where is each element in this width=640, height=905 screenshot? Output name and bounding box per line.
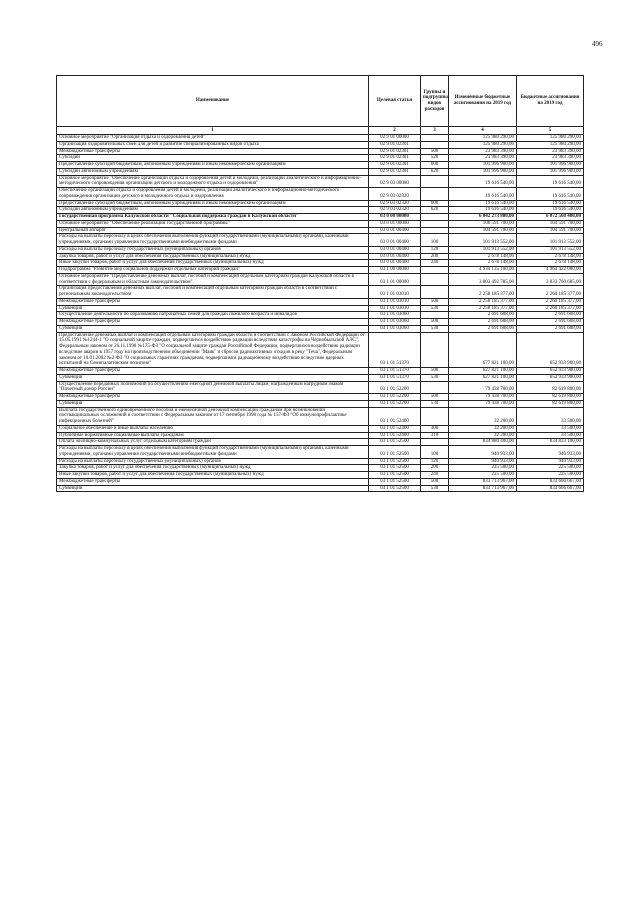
- row-group-cell: [421, 286, 449, 299]
- row-changed-cell: 833 713 967,00: [449, 478, 517, 485]
- row-budget-cell: 19 616 540,00: [517, 175, 584, 188]
- row-changed-cell: 2 691 608,00: [449, 325, 517, 332]
- row-target-cell: 03 1 01 52500: [369, 439, 421, 446]
- table-row: [57, 267, 584, 274]
- table-row: [57, 162, 584, 169]
- row-target-cell: 03 0 01 00400: [369, 234, 421, 247]
- row-name-cell: Центральный аппарат: [57, 227, 369, 234]
- table-row: [57, 319, 584, 326]
- row-budget-cell: 940 933,00: [517, 458, 584, 465]
- row-changed-cell: 125 980 290,00: [449, 141, 517, 148]
- row-changed-cell: 2 258 185 377,00: [449, 305, 517, 312]
- row-budget-cell: 3 833 760 685,00: [517, 273, 584, 286]
- row-name-cell: Субвенции: [57, 400, 369, 407]
- table-row: [57, 220, 584, 227]
- row-target-cell: 02 9 01 02301: [369, 155, 421, 162]
- row-name-cell: Основное мероприятие "Обеспечение организации отдыха и оздоровления детей и молодежи, реализации аналитического и информационно-методического сопровождения организации детского и молодежного отдыха и оздоровления": [57, 175, 369, 188]
- row-budget-cell: 940 933,00: [517, 446, 584, 459]
- row-group-cell: 500: [421, 298, 449, 305]
- row-name-cell: Организация оздоровительных смен для детей и развитие специализированных видов отдыха: [57, 141, 369, 148]
- row-group-cell: 100: [421, 446, 449, 459]
- row-budget-cell: 4 964 422 000,00: [517, 267, 584, 274]
- row-budget-cell: 82 619 800,00: [517, 394, 584, 401]
- row-budget-cell: 101 913 552,00: [517, 234, 584, 247]
- table-body: [57, 127, 584, 492]
- row-target-cell: 03 0 01 00400: [369, 246, 421, 253]
- table-row: [57, 400, 584, 407]
- row-group-cell: 600: [421, 200, 449, 207]
- row-target-cell: 02 9 03 02320: [369, 200, 421, 207]
- row-name-cell: Государственная программа Калужской области "Социальная поддержка граждан в Калужской области": [57, 214, 369, 221]
- row-group-cell: 620: [421, 207, 449, 214]
- row-group-cell: [421, 312, 449, 319]
- row-group-cell: 520: [421, 155, 449, 162]
- row-target-cell: 03 1 01 52200: [369, 394, 421, 401]
- table-row: [57, 175, 584, 188]
- row-group-cell: [421, 227, 449, 234]
- row-changed-cell: 225 500,00: [449, 472, 517, 479]
- table-row: [57, 214, 584, 221]
- table-row: [57, 381, 584, 394]
- row-changed-cell: 6 042 273 800,00: [449, 214, 517, 221]
- row-changed-cell: 101 996 900,00: [449, 162, 517, 169]
- row-group-cell: 530: [421, 325, 449, 332]
- header-name: Наименование: [57, 76, 369, 127]
- row-target-cell: 02 9 01 02301: [369, 168, 421, 175]
- row-target-cell: 03 1 01 51370: [369, 374, 421, 381]
- row-changed-cell: 125 980 290,00: [449, 135, 517, 142]
- row-target-cell: 03 0 01 00400: [369, 260, 421, 267]
- row-budget-cell: 2 260 185 377,00: [517, 305, 584, 312]
- row-name-cell: Подпрограмма "Развитие мер социальной поддержки отдельных категорий граждан": [57, 267, 369, 274]
- row-target-cell: 03 1 01 03060: [369, 325, 421, 332]
- row-target-cell: 03 1 01 52500: [369, 478, 421, 485]
- row-changed-cell: 225 500,00: [449, 465, 517, 472]
- row-budget-cell: 2 260 185 377,00: [517, 286, 584, 299]
- row-budget-cell: 82 619 800,00: [517, 381, 584, 394]
- table-row: [57, 305, 584, 312]
- row-changed-cell: 23 983 390,00: [449, 155, 517, 162]
- row-target-cell: 03 1 01 52500: [369, 446, 421, 459]
- row-name-cell: Обеспечение организации отдыха и оздоровления детей и молодежи, реализации аналитического и информационно-методического сопровождения организации детского и молодежного отдыха и оздоровления: [57, 188, 369, 201]
- row-name-cell: Публичные нормативные социальные выплаты гражданам: [57, 432, 369, 439]
- row-budget-cell: 2 678 148,00: [517, 253, 584, 260]
- row-target-cell: 03 1 01 52400: [369, 432, 421, 439]
- row-changed-cell: 79 438 700,00: [449, 381, 517, 394]
- row-changed-cell: 940 933,00: [449, 446, 517, 459]
- header-budget: Бюджетные ассигнования на 2019 год: [517, 76, 584, 127]
- row-budget-cell: 125 980 290,00: [517, 135, 584, 142]
- row-group-cell: [421, 135, 449, 142]
- row-target-cell: 03 1 00 00000: [369, 267, 421, 274]
- table-row: [57, 253, 584, 260]
- table-row: [57, 478, 584, 485]
- row-name-cell: Социальное обеспечение и иные выплаты населению: [57, 425, 369, 432]
- table-row: [57, 394, 584, 401]
- row-target-cell: 03 1 01 52500: [369, 458, 421, 465]
- row-name-cell: Межбюджетные трансферты: [57, 394, 369, 401]
- row-budget-cell: 2 691 608,00: [517, 325, 584, 332]
- row-group-cell: 530: [421, 485, 449, 492]
- row-name-cell: Субсидии автономным учреждениям: [57, 168, 369, 175]
- row-budget-cell: 33 500,00: [517, 407, 584, 425]
- row-target-cell: 02 9 03 00000: [369, 175, 421, 188]
- row-changed-cell: 834 880 400,00: [449, 439, 517, 446]
- row-target-cell: 03 1 01 52500: [369, 465, 421, 472]
- table-row: [57, 246, 584, 253]
- header-row: [57, 76, 584, 127]
- table-row: [57, 135, 584, 142]
- row-budget-cell: 82 619 800,00: [517, 400, 584, 407]
- row-budget-cell: 101 996 900,00: [517, 162, 584, 169]
- row-budget-cell: 101 913 552,00: [517, 246, 584, 253]
- row-changed-cell: 19 616 540,00: [449, 175, 517, 188]
- table-row: [57, 298, 584, 305]
- row-changed-cell: 940 933,00: [449, 458, 517, 465]
- table-row: [57, 286, 584, 299]
- table-row: [57, 148, 584, 155]
- column-number: 1: [57, 127, 369, 135]
- row-target-cell: 03 1 01 03010: [369, 305, 421, 312]
- row-changed-cell: 106 591 700,00: [449, 220, 517, 227]
- row-name-cell: Иные закупки товаров, работ и услуг для обеспечения государственных (муниципальных) нужд: [57, 260, 369, 267]
- row-target-cell: 03 1 01 51370: [369, 332, 421, 368]
- table-row: [57, 425, 584, 432]
- table-row: [57, 260, 584, 267]
- row-target-cell: 02 9 01 02301: [369, 141, 421, 148]
- row-name-cell: Иные закупки товаров, работ и услуг для обеспечения государственных (муниципальных) нужд: [57, 472, 369, 479]
- row-changed-cell: 101 913 552,00: [449, 246, 517, 253]
- row-target-cell: 03 1 01 52400: [369, 425, 421, 432]
- row-group-cell: [421, 439, 449, 446]
- row-budget-cell: 125 980 290,00: [517, 141, 584, 148]
- row-name-cell: Осуществление переданных полномочий по осуществлению ежегодной денежной выплаты лицам, награжденным нагрудным знаком "Почетный донор России": [57, 381, 369, 394]
- table-row: [57, 141, 584, 148]
- row-group-cell: [421, 175, 449, 188]
- row-name-cell: Расходы на выплаты персоналу государственных (муниципальных) органов: [57, 246, 369, 253]
- row-target-cell: 03 1 01 03010: [369, 298, 421, 305]
- table-row: [57, 472, 584, 479]
- row-name-cell: Закупка товаров, работ и услуг для обеспечения государственных (муниципальных) нужд: [57, 465, 369, 472]
- table-row: [57, 332, 584, 368]
- row-budget-cell: 104 591 700,00: [517, 227, 584, 234]
- row-name-cell: Субвенции: [57, 325, 369, 332]
- column-number: 5: [517, 127, 584, 135]
- row-budget-cell: 19 616 540,00: [517, 200, 584, 207]
- row-target-cell: 03 0 01 00000: [369, 220, 421, 227]
- column-number-row: [57, 127, 584, 135]
- row-changed-cell: 19 616 540,00: [449, 200, 517, 207]
- row-name-cell: Межбюджетные трансферты: [57, 368, 369, 375]
- row-name-cell: Расходы на выплаты персоналу в целях обеспечения выполнения функций государственными (муниципальными) органами, казенными учреждениями, органами управления государственными внебюджетными фондами: [57, 446, 369, 459]
- row-target-cell: 02 9 01 02301: [369, 162, 421, 169]
- header-group: Группы и подгруппы видов расходов: [421, 76, 449, 127]
- table-row: [57, 368, 584, 375]
- row-budget-cell: 19 616 540,00: [517, 207, 584, 214]
- row-changed-cell: 79 438 700,00: [449, 394, 517, 401]
- table-row: [57, 234, 584, 247]
- row-changed-cell: 19 616 540,00: [449, 207, 517, 214]
- row-budget-cell: 834 833 100,00: [517, 439, 584, 446]
- row-target-cell: 03 1 01 03060: [369, 312, 421, 319]
- row-target-cell: 03 1 01 00000: [369, 273, 421, 286]
- row-group-cell: 530: [421, 374, 449, 381]
- row-budget-cell: 652 933 900,00: [517, 374, 584, 381]
- row-name-cell: Межбюджетные трансферты: [57, 148, 369, 155]
- row-group-cell: [421, 332, 449, 368]
- row-group-cell: 500: [421, 478, 449, 485]
- table-row: [57, 432, 584, 439]
- row-changed-cell: 833 713 967,00: [449, 485, 517, 492]
- row-name-cell: Субвенции: [57, 374, 369, 381]
- row-target-cell: 03 0 00 00000: [369, 214, 421, 221]
- row-changed-cell: 32 200,00: [449, 425, 517, 432]
- row-budget-cell: 2 678 148,00: [517, 260, 584, 267]
- row-group-cell: [421, 214, 449, 221]
- row-budget-cell: 225 500,00: [517, 472, 584, 479]
- row-target-cell: 03 0 01 00400: [369, 227, 421, 234]
- table-row: [57, 168, 584, 175]
- table-row: [57, 446, 584, 459]
- table-row: [57, 374, 584, 381]
- table-row: [57, 407, 584, 425]
- row-changed-cell: 3 803 492 785,00: [449, 273, 517, 286]
- row-budget-cell: 33 500,00: [517, 425, 584, 432]
- row-group-cell: 310: [421, 432, 449, 439]
- row-name-cell: Субсидии автономным учреждениям: [57, 207, 369, 214]
- table-row: [57, 227, 584, 234]
- row-budget-cell: 652 933 900,00: [517, 332, 584, 368]
- row-group-cell: 600: [421, 162, 449, 169]
- table-row: [57, 439, 584, 446]
- row-group-cell: 500: [421, 148, 449, 155]
- budget-table: [56, 75, 584, 492]
- row-group-cell: 530: [421, 400, 449, 407]
- row-budget-cell: 2 260 185 377,00: [517, 298, 584, 305]
- row-group-cell: 620: [421, 168, 449, 175]
- table-row: [57, 200, 584, 207]
- table-row: [57, 465, 584, 472]
- row-name-cell: Основное мероприятие "Предоставление денежных выплат, пособий и компенсаций отдельным категориям граждан Калужской области в соответствии с федеральным и областным законодательством": [57, 273, 369, 286]
- row-group-cell: 530: [421, 305, 449, 312]
- row-name-cell: Предоставление субсидий бюджетным, автономным учреждениям и иным некоммерческим организациям: [57, 200, 369, 207]
- table-row: [57, 485, 584, 492]
- row-name-cell: Межбюджетные трансферты: [57, 478, 369, 485]
- row-budget-cell: 652 933 900,00: [517, 368, 584, 375]
- row-name-cell: Межбюджетные трансферты: [57, 319, 369, 326]
- row-target-cell: 03 1 01 52400: [369, 407, 421, 425]
- row-group-cell: 300: [421, 425, 449, 432]
- row-changed-cell: 2 678 148,00: [449, 253, 517, 260]
- row-group-cell: 240: [421, 260, 449, 267]
- row-budget-cell: 6 072 560 400,00: [517, 214, 584, 221]
- row-target-cell: 03 1 01 52200: [369, 381, 421, 394]
- row-changed-cell: 2 258 185 377,00: [449, 286, 517, 299]
- row-group-cell: 500: [421, 319, 449, 326]
- row-group-cell: [421, 220, 449, 227]
- row-budget-cell: 104 591 700,00: [517, 220, 584, 227]
- row-group-cell: 240: [421, 472, 449, 479]
- row-group-cell: 120: [421, 458, 449, 465]
- row-changed-cell: 79 438 700,00: [449, 400, 517, 407]
- row-changed-cell: 627 821 100,00: [449, 368, 517, 375]
- row-budget-cell: 23 983 390,00: [517, 148, 584, 155]
- column-number: 2: [369, 127, 421, 135]
- row-name-cell: Расходы на выплаты персоналу в целях обеспечения выполнения функций государственными (муниципальными) органами, казенными учреждениями, органами управления государственными внебюджетными фондами: [57, 234, 369, 247]
- column-number: 3: [421, 127, 449, 135]
- row-changed-cell: 19 616 540,00: [449, 188, 517, 201]
- row-target-cell: 03 1 01 52500: [369, 472, 421, 479]
- row-target-cell: 03 1 01 52500: [369, 485, 421, 492]
- row-changed-cell: 2 691 608,00: [449, 319, 517, 326]
- row-changed-cell: 4 934 135 100,00: [449, 267, 517, 274]
- row-name-cell: Оплата жилищно-коммунальных услуг отдельным категориям граждан: [57, 439, 369, 446]
- row-changed-cell: 2 678 148,00: [449, 260, 517, 267]
- row-name-cell: Организация предоставления денежных выплат, пособий и компенсаций отдельным категориям граждан области в соответствии с региональным законодательством: [57, 286, 369, 299]
- table-row: [57, 155, 584, 162]
- row-group-cell: 200: [421, 253, 449, 260]
- row-budget-cell: 19 616 540,00: [517, 188, 584, 201]
- row-group-cell: 120: [421, 246, 449, 253]
- row-target-cell: 03 0 01 00400: [369, 253, 421, 260]
- table-row: [57, 188, 584, 201]
- row-group-cell: [421, 381, 449, 394]
- row-budget-cell: 33 500,00: [517, 432, 584, 439]
- header-changed: Изменённые бюджетные ассигнования на 2019 год: [449, 76, 517, 127]
- row-changed-cell: 101 996 900,00: [449, 168, 517, 175]
- page-number: 496: [592, 40, 603, 48]
- row-name-cell: Субвенции: [57, 305, 369, 312]
- row-budget-cell: 833 666 667,00: [517, 485, 584, 492]
- row-budget-cell: 2 691 608,00: [517, 312, 584, 319]
- table-row: [57, 312, 584, 319]
- row-changed-cell: 32 200,00: [449, 407, 517, 425]
- row-budget-cell: 2 691 608,00: [517, 319, 584, 326]
- row-target-cell: 02 9 01 02301: [369, 148, 421, 155]
- header-target: Целевая статья: [369, 76, 421, 127]
- row-target-cell: 02 9 03 02320: [369, 207, 421, 214]
- row-name-cell: Межбюджетные трансферты: [57, 298, 369, 305]
- row-changed-cell: 627 821 100,00: [449, 374, 517, 381]
- row-changed-cell: 32 200,00: [449, 432, 517, 439]
- row-budget-cell: 225 500,00: [517, 465, 584, 472]
- row-changed-cell: 23 983 390,00: [449, 148, 517, 155]
- row-target-cell: 03 1 01 03010: [369, 286, 421, 299]
- row-changed-cell: 104 591 700,00: [449, 227, 517, 234]
- row-budget-cell: 833 666 667,00: [517, 478, 584, 485]
- row-group-cell: [421, 267, 449, 274]
- row-target-cell: 03 1 01 52200: [369, 400, 421, 407]
- row-name-cell: Предоставление денежных выплат и компенсаций отдельным категориям граждан области в соответствии с Законом Российской Федерации от 15.05.1991 №1244-1 "О социальной защите граждан, подвергшихся воздействию радиации вследствие катастрофы на Чернобыльской АЭС", Федеральным законом от 26.11.1998 №175-ФЗ "О социальной защите граждан Российской Федерации, подвергшихся воздействию радиации вследствие аварии в 1957 году на производственном объединении "Маяк" и сбросов радиоактивных отходов в реку "Теча", Федеральным законом от 10.01.2002 №2-ФЗ "О социальных гарантиях гражданам, подвергшимся радиационному воздействию вследствие ядерных испытаний на Семипалатинском полигоне": [57, 332, 369, 368]
- row-target-cell: 03 1 01 51370: [369, 368, 421, 375]
- row-group-cell: [421, 407, 449, 425]
- row-name-cell: Субсидии: [57, 155, 369, 162]
- table-row: [57, 325, 584, 332]
- table-row: [57, 458, 584, 465]
- row-group-cell: 200: [421, 465, 449, 472]
- row-group-cell: 500: [421, 368, 449, 375]
- row-name-cell: Основное мероприятие "Организация отдыха и оздоровления детей": [57, 135, 369, 142]
- row-group-cell: [421, 141, 449, 148]
- row-name-cell: Выплата государственного единовременного пособия и ежемесячной денежной компенсации гражданам при возникновении поствакцинальных осложнений в соответствии с Федеральным законом от 17 сентября 1998 года № 157-ФЗ "Об иммунопрофилактике инфекционных болезней": [57, 407, 369, 425]
- row-name-cell: Субвенции: [57, 485, 369, 492]
- row-name-cell: Расходы на выплаты персоналу государственных (муниципальных) органов: [57, 458, 369, 465]
- row-name-cell: Закупка товаров, работ и услуг для обеспечения государственных (муниципальных) нужд: [57, 253, 369, 260]
- row-group-cell: 500: [421, 394, 449, 401]
- row-target-cell: 03 1 01 03060: [369, 319, 421, 326]
- row-changed-cell: 101 913 552,00: [449, 234, 517, 247]
- row-group-cell: 100: [421, 234, 449, 247]
- row-changed-cell: 2 691 608,00: [449, 312, 517, 319]
- row-budget-cell: 23 983 390,00: [517, 155, 584, 162]
- row-target-cell: 02 9 01 00000: [369, 135, 421, 142]
- column-number: 4: [449, 127, 517, 135]
- row-changed-cell: 2 258 185 377,00: [449, 298, 517, 305]
- table-row: [57, 273, 584, 286]
- row-name-cell: Осуществление деятельности по образованию патронатных семей для граждан пожилого возраста и инвалидов: [57, 312, 369, 319]
- row-target-cell: 02 9 03 02320: [369, 188, 421, 201]
- row-budget-cell: 101 996 900,00: [517, 168, 584, 175]
- row-group-cell: [421, 188, 449, 201]
- row-group-cell: [421, 273, 449, 286]
- table-row: [57, 207, 584, 214]
- row-changed-cell: 677 821 100,00: [449, 332, 517, 368]
- row-name-cell: Предоставление субсидий бюджетным, автономным учреждениям и иным некоммерческим организациям: [57, 162, 369, 169]
- row-name-cell: Основное мероприятие "Обеспечение реализации государственной программы": [57, 220, 369, 227]
